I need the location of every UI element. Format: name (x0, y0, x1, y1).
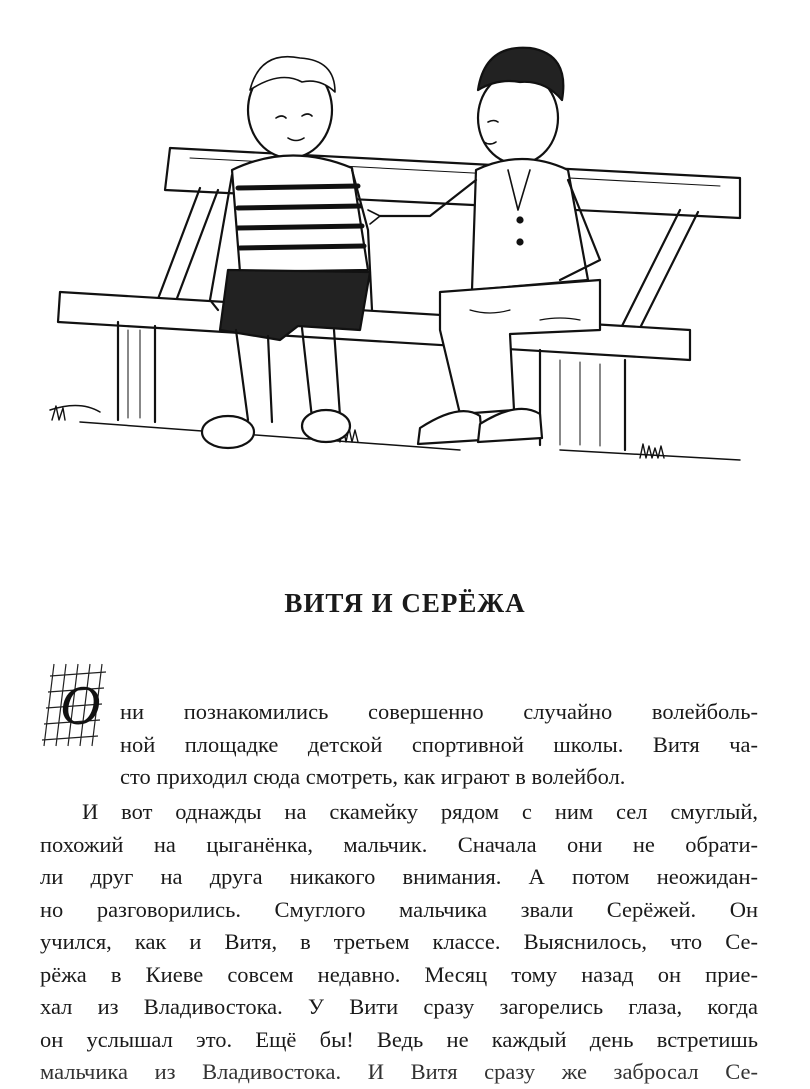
text-line: учился, как и Витя, в третьем классе. Выяснилось, что Се- (40, 929, 758, 954)
text-line: ной площадке детской спортивной школы. Витя ча- (120, 731, 758, 757)
text-line: рёжа в Киеве совсем недавно. Месяц тому назад он прие- (40, 961, 758, 987)
text-line: мальчика из Владивостока. И Витя сразу же забросал Се- (40, 1059, 758, 1084)
text-line: ли друг на друга никакого внимания. А потом неожидан- (40, 864, 758, 889)
text-line: но разговорились. Смуглого мальчика звали Серёжей. Он (40, 896, 758, 922)
drop-cap (36, 660, 108, 750)
paragraph-2 (40, 796, 758, 1089)
page-title: ВИТЯ И СЕРЁЖА (284, 588, 526, 618)
text-line: он услышал это. Ещё бы! Ведь не каждый день встретишь (40, 1026, 758, 1052)
drop-cap-letter: О (60, 675, 101, 737)
text-line: сто приходил сюда смотреть, как играют в волейбол. (120, 764, 626, 789)
paragraph-1 (120, 696, 758, 794)
text-line: ни познакомились совершенно случайно волейболь- (120, 699, 758, 724)
illustration (40, 30, 760, 490)
text-line: хал из Владивостока. У Вити сразу загорелись глаза, когда (40, 994, 758, 1019)
text-line: похожий на цыганёнка, мальчик. Сначала они не обрати- (40, 831, 758, 857)
boys-on-bench-icon (40, 30, 760, 490)
text-line: И вот однажды на скамейку рядом с ним сел смуглый, (82, 799, 758, 824)
